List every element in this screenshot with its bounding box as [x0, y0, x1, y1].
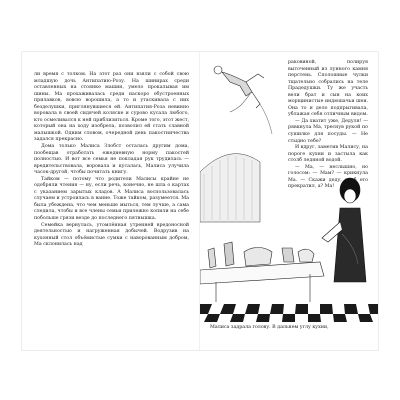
floating-grandfather-figure [214, 66, 272, 134]
paragraph: Дома только Малиса Злобст осталась другим дома, пообещав отработать ежедневную норму пакостей полностью. И вот все семья не покладая рук трудилась — вредительствовала, воровала и кусалась, Малиса улучила часок-другой, чтобы почитать книгу. [34, 144, 189, 176]
checkered-floor [200, 302, 378, 322]
ma-figure [322, 178, 366, 282]
paragraph: — Да хватит уже, Дедуля! — рявкнула Ма, треснув рукой по сушилке для посуды. — Не стыдно тебе? [288, 118, 368, 144]
book-spread [22, 52, 378, 350]
paragraph: Тайком — потому что родители Малисы крайне не одобряли чтения — ну, если речь, конечно, не шла о картах с указанием зарытых кладов. А Малиса воспользовалась случаем и устроилась в ванне. Тоже тайком, разумеется. Ма была убеждена, что чем меньше мыться, тем лучше, а сама следила, чтобы и все члены семьи прилежно копили на себе побольше грязи везде до последнего пятнышка. [34, 176, 189, 222]
paragraph: И вдруг, заметив Малису, на пороге кухни и застыла как столб ледяной водой. [288, 145, 368, 164]
kitchen-background [200, 154, 260, 222]
paragraph: — Ма, — неслышно, но голосом: — Мам? — крикнула Ма. — Скажи деду, чтоб его прекратил, а? Ма! [288, 164, 368, 190]
kitchen-table [200, 242, 324, 306]
paragraph: Малиса задрала голову. В дальнем углу кухни, [210, 325, 329, 330]
paragraph: Семейка вернулась, утомлённая утренней вредоносной деятельностью и нагруженная добычей. Водрузив на кухонный стол объёмистые сумки с наворованным добром, Ма склонилась над [34, 222, 189, 248]
paragraph: раковиной, полируя выточенный из лунного камня перстень. Сполошные чулки тщательно собрались на теле Прадедушки. Ту же участь вели брат и сын на коих морщинистые индюшачьи шеи. Она то и дело подпрыгивала, ублажая себя отличным видом. [288, 60, 368, 118]
right-page-bottom-line [210, 325, 368, 332]
left-page [22, 52, 200, 350]
left-page-text [34, 72, 189, 249]
right-page-text [288, 60, 368, 191]
right-page [200, 52, 378, 350]
paragraph: ли время с толком. На этот раз они взяли с собой свою младшую дочь Антипатию-Розу. На шинирах среди оставленных на стоянке машин, умело прокалывая им шины. Ма прохаживалась среди наскоро обустроенных прилавков, вовсю ворошила, а то и утаскивала с них безделушки, приглянувшиеся ей. Антипатия-Роза невинно воровала в своей сидячей коляске и сурово кусала любого, кто осмеливался к ней приблизиться. Кроме того, этот жест, который она на ходу изобрела, позволил ей стать славной малышкой. Одним словом, очередной день пакостничества задался прекрасно. [34, 72, 189, 143]
